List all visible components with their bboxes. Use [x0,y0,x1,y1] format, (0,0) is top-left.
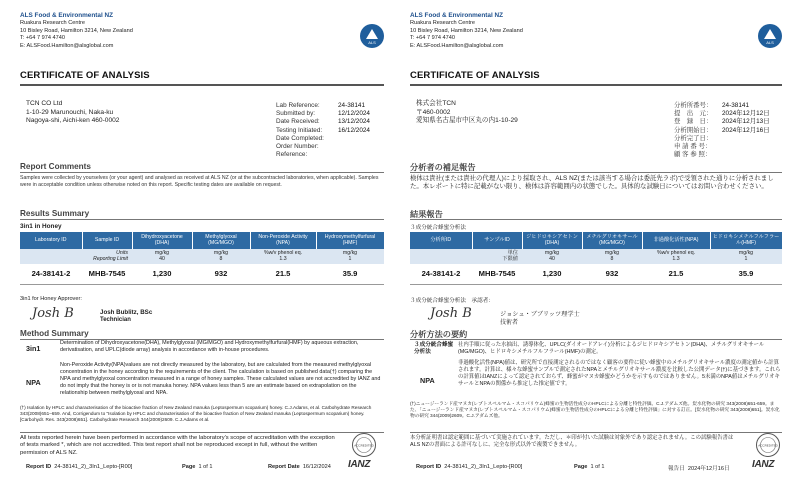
method-text-npa: 非過酸化活性(NPA)値は、研究所で直接測定されるのではなく顧客の要件に従い蜂蜜中のメチルグリオキサール濃度の測定値から計算されます。計算は、様々な蜂蜜サンプルで測定されたNPAとメチルグリオキサール濃度を比較した公開データ(†)に基づきます。これらの計算値はIANZによって認定されておらず、蜂蜜がマヌカ蜂蜜かどうかを示すものではありません。5未満のNPA値はメチルグリオキサールとNPAの関係から推定した推定値です。 [458,360,781,387]
footer-report-date: 報告日 2024年12月16日 [668,466,730,472]
footnote: (†)ニュージーランド産マヌカ(レプトスペルマム・スコパリウム)蜂蜜の生物活性成分のHPLCによる分離と特性評価。C.J.アダムズ他。炭水化物の研究 343(2008)651-659。また、「ニュージーランド産マヌカ(レプトスペルマム・スコパリウム)蜂蜜の生物活性成分のHPLCによる分離と特性評価」に対する訂正。[炭水化物の研究 343(2008)651]。炭水化物の研究 344(2009)2609。C.J.アダムズ他。 [410,401,780,419]
signature: Josh B [430,306,472,321]
method-text-3in1: 社内手順に従った水抽出、誘導体化、UPLC(ダイオードアレイ)分析によるジヒドロキシアセトン(DHA)、メチルグリオキサール(MG/MGO)、ヒドロキシメチルフルフラール(HMF)の測定。 [458,342,765,355]
col-header-npa: Non-Peroxide Activity (NPA) [250,232,316,249]
als-logo-icon [758,24,782,48]
units-row [20,249,384,264]
meta-testing-initiated-value: 2024年12月13日 [722,118,770,126]
meta-date-completed-value: 2024年12月16日 [722,126,770,134]
col-header-sample-id: Sample ID [82,232,132,249]
footer-report-id: Report ID 24-38141_2)_3In1_Lepto-[R00] [416,464,523,470]
footer-page: Page 1 of 1 [574,464,605,470]
lab-address-line-2: 10 Bisley Road, Hamilton 3214, New Zealand [20,27,133,34]
comments-rule [410,172,782,173]
lab-email: E: ALSFood.Hamilton@alsglobal.com [20,42,114,49]
svg-text:ALS: ALS [368,40,376,45]
table-row [410,264,782,284]
meta-reference-label: 顧 客 参 照： [674,151,712,159]
cell-sample-id: MHB-7545 [82,264,132,284]
method-code-npa: NPA [420,376,435,385]
cell-npa: 21.5 [250,264,316,284]
lab-address-line-2: 10 Bisley Road, Hamilton 3214, New Zealand [410,27,523,34]
meta-lab-reference-value: 24-38141 [338,102,366,109]
col-header-dha: ジヒドロキシアセトン(DHA) [522,232,582,249]
meta-lab-reference-label: 分析所番号： [674,102,713,109]
hmf-unit: mg/kg 1 [710,249,782,264]
report-meta [674,102,712,159]
approver-name: ジョシュ・ブブリッツ理学士 [500,311,580,318]
results-summary-heading: 結果報告 [410,210,443,219]
meta-lab-reference-label: Lab Reference: [276,102,320,109]
accredited-badge-icon [756,433,780,457]
client-address-1: 〒460-0002 [416,108,451,116]
meta-lab-reference-value: 24-38141 [722,102,750,109]
client-address-2: Nagoya-shi, Aichi-ken 460-0002 [26,117,120,125]
lab-phone: T: +64 7 974 4740 [20,35,65,41]
cell-dha: 1,230 [522,264,582,284]
section-label: ３成分統合蜂蜜分析法 [410,225,466,231]
report-comments-heading: 分析者の補足報告 [410,163,476,172]
method-code-3in1: 3in1 [26,344,41,353]
lab-email: E: ALSFood.Hamilton@alsglobal.com [410,42,504,49]
svg-text:ACCREDITED: ACCREDITED [354,443,374,448]
method-summary-heading: 分析方法の要約 [410,330,468,339]
lab-address-line-1: Ruakura Research Centre [20,20,85,26]
lab-address-line-1: Ruakura Research Centre [410,20,475,26]
units-row [410,249,782,264]
meta-date-received-value: 12/12/2024 [338,110,370,118]
client-address-1: 1-10-29 Marunouchi, Naka-ku [26,108,114,116]
title-rule [410,84,782,86]
col-header-npa: 非過酸化活性(NPA) [642,232,710,249]
footer-text: 本分析証明書は認定範囲に基づいて実施されています。ただし、＊印が付いた試験は対象外であり認定されません。この試験報告書はALS NZの書面による許可なしに、完全な形式以外で複製できません。 [410,435,734,449]
svg-text:ACCREDITED: ACCREDITED [758,443,778,448]
method-text-3in1: Determination of Dihydroxyacetone(DHA), Methylglyoxal (MG/MGO) and Hydroxymethylfurfural(HMF) by aqueous extraction, derivatisation, and UPLC(diode array) analysis in accordance with in-house procedures. [60,340,359,353]
footer-page: Page 1 of 1 [182,464,213,470]
npa-unit: %w/v phenol eq. 1.3 [642,249,710,264]
certificate-title: CERTIFICATE OF ANALYSIS [410,70,540,81]
section-label: 3in1 in Honey [20,223,62,230]
footer-report-id: Report ID 24-38141_2)_3In1_Lepto-[R00] [26,464,133,470]
report-meta-values [722,102,770,135]
mgo-unit: mg/kg 8 [582,249,642,264]
npa-unit: %w/v phenol eq. 1.3 [250,249,316,264]
results-summary-heading: Results Summary [20,209,90,218]
units-label: 単位 下限値 [410,249,522,264]
report-comments-heading: Report Comments [20,162,91,171]
results-table-header [20,232,384,249]
dha-unit: mg/kg 40 [132,249,192,264]
als-logo-icon [360,24,384,48]
meta-testing-initiated-label: Testing Initiated: [276,126,323,134]
results-rule [410,219,782,220]
signature: Josh B [32,306,74,321]
method-code-3in1: ３成分統合蜂蜜分析法 [414,342,454,355]
certificate-page-english [4,0,394,486]
lab-phone: T: +64 7 974 4740 [410,35,455,41]
col-header-dha: Dihydroxyacetone (DHA) [132,232,192,249]
report-comments-text: 検体は貴社(または貴社の代理人)により採取され、ALS NZ(または該当する場合は委託先ラボ)で受領された通りに分析されました。本レポートに特に記載がない限り、検体は許容範囲内の状態でした。具体的な試験日についてはお問い合わせください。 [410,175,774,191]
svg-text:ALS: ALS [766,40,774,45]
certificate-title: CERTIFICATE OF ANALYSIS [20,70,150,81]
footer-report-date: Report Date 16/12/2024 [268,464,331,470]
client-name: 株式会社TCN [416,100,456,107]
certificate-page-japanese [406,0,796,486]
results-table [410,232,783,285]
meta-date-completed-label: 分析完了日： [674,134,713,142]
meta-testing-initiated-label: 分析開始日： [674,126,713,134]
meta-testing-initiated-value: 13/12/2024 [338,118,370,126]
meta-date-received-label: 登 録 日： [674,118,713,126]
method-code-npa: NPA [26,378,41,387]
client-name: TCN CO Ltd [26,100,63,107]
method-rule [410,339,782,340]
meta-order-number-label: 申 請 番 号： [674,143,712,151]
table-row [20,264,384,284]
report-meta [276,102,324,159]
footer-text: All tests reported herein have been performed in accordance with the laboratory’s scope of accreditation with the exception of tests marked *, which are not accredited. This test report shall not be reproduced except in full, without the written permission of ALS NZ. [20,435,335,456]
meta-date-received-value: 2024年12月12日 [722,110,770,118]
results-table [20,232,385,285]
col-header-laboratory-id: Laboratory ID [20,232,82,249]
col-header-laboratory-id: 分析所ID [410,232,472,249]
approver-label: 3in1 for Honey Approver: [20,296,82,302]
cell-hmf: 35.9 [710,264,782,284]
meta-date-received-label: Date Received: [276,118,320,126]
cell-hmf: 35.9 [316,264,384,284]
lab-name: ALS Food & Environmental NZ [410,12,504,19]
meta-submitted-by-label: Submitted by: [276,110,316,118]
results-table-header [410,232,782,249]
cell-mgo: 932 [582,264,642,284]
dha-unit: mg/kg 40 [522,249,582,264]
col-header-mgo: Methylglyoxal (MG/MGO) [192,232,250,249]
col-header-sample-id: サンプルID [472,232,522,249]
meta-date-completed-value: 16/12/2024 [338,126,370,134]
ianz-logo: IANZ [348,459,371,470]
cell-npa: 21.5 [642,264,710,284]
hmf-unit: mg/kg 1 [316,249,384,264]
cell-laboratory-id: 24-38141-2 [410,264,472,284]
approver-title: 技術者 [500,320,519,326]
lab-name: ALS Food & Environmental NZ [20,12,114,19]
method-summary-heading: Method Summary [20,329,89,338]
col-header-hmf: ヒドロキシメチルフルフラール(HMF) [710,232,782,249]
cell-sample-id: MHB-7545 [472,264,522,284]
footer-rule [410,432,782,433]
method-text-npa: Non-Peroxide Activity(NPA)values are not directly measured by the laboratory, but are calculated from the measured methylglyoxal concentration in the honey according to the requirements of the client. The calculation is based on published data(†) comparing the NPA and methylglyoxal concentration measured in a range of honey samples. These calculated values are not accredited by IANZ and do not imply that the honey is or is not manuka honey. NPA values less than 5 are an estimate based on extrapolation on the relationship between methylglyoxal and NPA. [60,362,381,396]
approver-title: Technician [100,317,131,323]
cell-dha: 1,230 [132,264,192,284]
comments-rule [20,172,384,173]
footer-rule [20,432,384,433]
meta-reference-label: Reference: [276,151,308,159]
report-comments-text: Samples were collected by yourselves (or your agent) and analysed as received at ALS NZ (or at the subcontracted laboratories, when applicable). Samples were in acceptable condition unless otherwise noted on this report. Specific testing dates are available on request. [20,175,379,188]
footnote: (†) Isolation by HPLC and characterisation of the bioactive fraction of New Zealand manuka (Leptospermum scoparium) honey. C.J.Adams, et al. Carbohydrate Research 343(2008)651–659. And, Corrigendum to “Isolation by HPLC and characterisation of the bioactive fraction of New Zealand manuka (Leptospermum scoparium) honey. [Carbohydr. Res. 343(2008)651]. Carbohydrate Research 344(2009)2609. C.J.Adams et al. [20,405,372,423]
title-rule [20,84,384,86]
col-header-hmf: Hydroxymethylfurfural (HMF) [316,232,384,249]
meta-order-number-label: Order Number: [276,143,319,151]
report-meta-values [338,102,370,135]
ianz-logo: IANZ [752,459,775,470]
approver-name: Josh Bublitz, BSc [100,309,153,316]
meta-date-completed-label: Date Completed: [276,134,324,142]
meta-submitted-by-label: 提 出 元： [674,110,713,118]
mgo-unit: mg/kg 8 [192,249,250,264]
cell-laboratory-id: 24-38141-2 [20,264,82,284]
cell-mgo: 932 [192,264,250,284]
col-header-mgo: メチルグリオキサール(MG/MGO) [582,232,642,249]
units-label: Units Reporting Limit [20,249,132,264]
approver-label: ３成分統合蜂蜜分析法 承認者： [410,298,494,304]
client-address-2: 愛知県名古屋市中区丸の内1-10-29 [416,117,518,125]
accredited-badge-icon [352,433,376,457]
results-rule [20,219,384,220]
